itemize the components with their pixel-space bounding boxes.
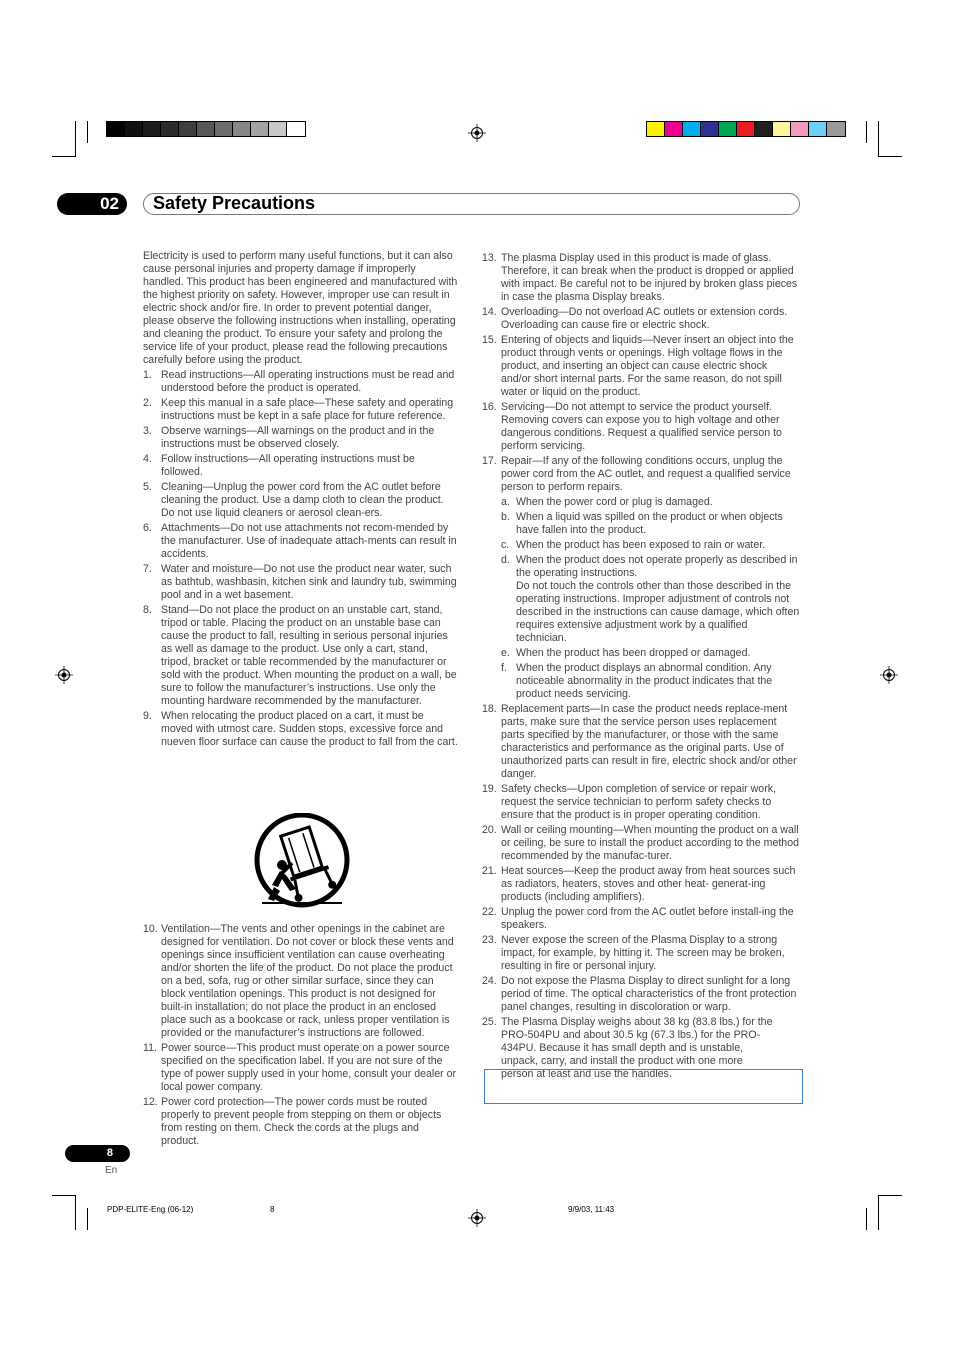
item-number: 4. [143, 453, 152, 465]
crop-mark [87, 121, 88, 143]
crop-mark [878, 156, 902, 157]
item-number: 25. [482, 1016, 497, 1028]
item-text: Replacement parts—In case the product needs replace-ment parts, make sure that the service person uses replacement parts specified by the manufacturer, or those with the same characteristics and performance as the original parts. Use of unauthorized parts can result in fire, electric shock and/or other danger. [501, 703, 797, 780]
item-text: Repair—If any of the following conditions occurs, unplug the power cord from the AC outlet, and request a qualified service person to perform repairs. [501, 455, 791, 493]
list-item [482, 824, 800, 863]
list-item [482, 401, 800, 453]
item-line: 434PU. Because it has small depth and is unstable, [501, 1042, 744, 1054]
list-item [143, 923, 458, 1040]
color-swatch [179, 122, 197, 136]
item-number: 13. [482, 252, 497, 264]
list-item [143, 369, 458, 395]
list-item [143, 425, 458, 451]
safety-list [482, 252, 800, 494]
list-item [482, 865, 800, 904]
item-text: Power source—This product must operate on a power source specified on the specification label. If you are not sure of the type of power supply used in your home, consult your dealer or local power company. [161, 1042, 457, 1093]
registration-mark-icon [880, 666, 898, 684]
item-number: 6. [143, 522, 152, 534]
list-item [482, 334, 800, 399]
selection-highlight [484, 1069, 803, 1104]
item-text: When the power cord or plug is damaged. [516, 496, 713, 508]
safety-list [482, 703, 800, 1014]
item-text: Safety checks—Upon completion of service or repair work, request the service technician to perform safety checks to ensure that the product is in proper operating condition. [501, 783, 776, 821]
color-bar [646, 121, 846, 137]
repair-note: Do not touch the controls other than those described in the operating instructions. Improper adjustment of controls not described in the instructions can cause damage, which often requires extensive adjustment work by a qualified technician. [516, 580, 800, 644]
registration-mark-icon [468, 1209, 486, 1227]
item-text: Do not expose the Plasma Display to direct sunlight for a long period of time. The optical characteristics of the front protection panel changes, resulting in discoloration or warp. [501, 975, 797, 1013]
item-number: 9. [143, 710, 152, 722]
list-item [143, 1042, 458, 1094]
intro-paragraph: Electricity is used to perform many useful functions, but it can also cause personal injuries and property damage if improperly handled. This product has been engineered and manufactured with the highest priority on safety. However, improper use can result in electric shock and/or fire. In order to prevent potential danger, please observe the following instructions when installing, operating and cleaning the product. To ensure your safety and prolong the service life of your product, please read the following precautions carefully before using the product. [143, 250, 458, 366]
crop-mark [866, 121, 867, 143]
item-text: When the product has been dropped or damaged. [516, 647, 751, 659]
list-item [482, 975, 800, 1014]
list-item [143, 481, 458, 520]
list-item [482, 783, 800, 822]
list-item [143, 604, 458, 708]
sub-item [482, 496, 800, 509]
color-swatch [647, 122, 665, 136]
color-swatch [125, 122, 143, 136]
item-text: Power cord protection—The power cords must be routed properly to prevent people from stepping on them or objects from resting on them. Check the cords at the plugs and product. [161, 1096, 442, 1147]
footer-date: 9/9/03, 11:43 [568, 1205, 615, 1214]
registration-mark-icon [468, 124, 486, 142]
item-text: Wall or ceiling mounting—When mounting the product on a wall or ceiling, be sure to install the product according to the method recommended by the manufac-turer. [501, 824, 799, 862]
item-line: person at least and use the handles. [501, 1068, 672, 1080]
sub-item [482, 647, 800, 660]
safety-list [143, 369, 458, 749]
item-text: Attachments—Do not use attachments not recom-mended by the manufacturer. Use of inadequate attach-ments can result in accidents. [161, 522, 457, 560]
grayscale-bar [106, 121, 306, 137]
color-swatch [161, 122, 179, 136]
list-item [143, 1096, 458, 1148]
color-swatch [233, 122, 251, 136]
color-swatch [665, 122, 683, 136]
item-text: The plasma Display used in this product is made of glass. Therefore, it can break when the product is dropped or applied with impact. Be careful not to be injured by broken glass pieces in case the plasma Display breaks. [501, 252, 798, 303]
color-swatch [737, 122, 755, 136]
color-swatch [251, 122, 269, 136]
color-swatch [197, 122, 215, 136]
item-text: Cleaning—Unplug the power cord from the AC outlet before cleaning the product. Use a damp cloth to clean the product. Do not use liquid cleaners or aerosol clean-ers. [161, 481, 444, 519]
list-item [482, 703, 800, 781]
item-text: When a liquid was spilled on the product or when objects have fallen into the product. [516, 511, 783, 536]
item-number: 11. [143, 1042, 157, 1054]
item-text: Ventilation—The vents and other openings in the cabinet are designed for ventilation. Do not cover or block these vents and openings since insufficient ventilation can cause overheating and/or shorten the life of the product. Do not place the product on a bed, sofa, rug or other similar surface, since they can block ventilation openings. This product is not designed for built-in installation; do not place the product in an enclosed place such as a bookcase or rack, unless proper ventilation is provided or the manufacturer’s instructions are followed. [161, 923, 454, 1039]
item-text: Stand—Do not place the product on an unstable cart, stand, tripod or table. Placing the product on an unstable base can cause the product to fall, resulting in serious personal injuries as well as damage to the product. Use only a cart, stand, tripod, bracket or table recommended by the manufacturer or sold with the product. When mounting the product on a wall, be sure to follow the manufacturer’s instructions. Use only the mounting hardware recommended by the manufacturer. [161, 604, 457, 707]
item-number: b. [501, 511, 510, 523]
item-number: 1. [143, 369, 152, 381]
list-item [482, 934, 800, 973]
color-swatch [107, 122, 125, 136]
item-text: Keep this manual in a safe place—These safety and operating instructions must be kept in a safe place for future reference. [161, 397, 454, 422]
item-number: e. [501, 647, 510, 659]
sub-item [482, 662, 800, 701]
list-item [143, 397, 458, 423]
left-column-top [143, 250, 458, 749]
item-text: Overloading—Do not overload AC outlets or extension cords. Overloading can cause fire or electric shock. [501, 306, 788, 331]
item-number: 10. [143, 923, 158, 935]
item-number: f. [501, 662, 507, 674]
item-number: c. [501, 539, 510, 551]
item-number: 12. [143, 1096, 158, 1108]
color-swatch [773, 122, 791, 136]
color-swatch [791, 122, 809, 136]
footer-page: 8 [270, 1205, 275, 1214]
list-item [482, 252, 800, 304]
list-item [482, 906, 800, 932]
item-number: 7. [143, 563, 152, 575]
item-text: Heat sources—Keep the product away from heat sources such as radiators, heaters, stoves and other heat- generat-ing products (including amplifiers). [501, 865, 796, 903]
item-text: Read instructions—All operating instructions must be read and understood before the product is operated. [161, 369, 455, 394]
sub-item [482, 539, 800, 552]
item-number: 22. [482, 906, 497, 918]
item-text: Entering of objects and liquids—Never insert an object into the product through vents or openings. High voltage flows in the product, and inserting an object can cause electric shock and/or short internal parts. For the same reason, do not spill water or liquid on the product. [501, 334, 794, 398]
item-number: 19. [482, 783, 497, 795]
item-number: 18. [482, 703, 497, 715]
crop-mark [878, 121, 879, 156]
list-item [143, 710, 458, 749]
list-item [482, 455, 800, 494]
item-text: When the product has been exposed to rain or water. [516, 539, 766, 551]
item-text: Water and moisture—Do not use the product near water, such as bathtub, washbasin, kitchen sink and laundry tub, swimming pool and in a wet basement. [161, 563, 457, 601]
item-number: 15. [482, 334, 497, 346]
sub-item [482, 554, 800, 580]
color-swatch [827, 122, 845, 136]
item-text: Follow instructions—All operating instructions must be followed. [161, 453, 415, 478]
item-number: 24. [482, 975, 497, 987]
left-column-bottom [143, 921, 458, 1148]
page-title: Safety Precautions [153, 193, 316, 213]
item-text: Servicing—Do not attempt to service the product yourself. Removing covers can expose you to high voltage and other dangerous conditions. Request a qualified service person to perform servicing. [501, 401, 782, 452]
item-text: Never expose the screen of the Plasma Display to a strong impact, for example, by hitting it. The screen may be broken, resulting in fire or personal injury. [501, 934, 785, 972]
item-number: 21. [482, 865, 497, 877]
chapter-number: 02 [57, 193, 127, 215]
item-number: a. [501, 496, 510, 508]
list-item [143, 563, 458, 602]
page-number: 8 [65, 1145, 130, 1162]
list-item [143, 522, 458, 561]
crop-mark [866, 1208, 867, 1230]
item-number: 2. [143, 397, 152, 409]
color-swatch [143, 122, 161, 136]
crop-mark [75, 121, 76, 156]
item-number: 3. [143, 425, 152, 437]
item-number: 5. [143, 481, 152, 493]
crop-mark [87, 1208, 88, 1230]
footer-filename: PDP-ELITE-Eng (06-12) [107, 1205, 194, 1214]
item-number: 8. [143, 604, 152, 616]
repair-conditions [482, 496, 800, 580]
item-number: 17. [482, 455, 497, 467]
color-swatch [287, 122, 305, 136]
right-column [482, 250, 800, 1081]
item-text: When the product does not operate properly as described in the operating instructions. [516, 554, 798, 579]
item-number: 14. [482, 306, 497, 318]
item-line: unpack, carry, and install the product with one more [501, 1055, 743, 1067]
list-item [143, 453, 458, 479]
item-text: When the product displays an abnormal condition. Any noticeable abnormality in the product indicates that the product needs servicing. [516, 662, 773, 700]
color-swatch [683, 122, 701, 136]
item-number: 20. [482, 824, 497, 836]
item-text: Observe warnings—All warnings on the product and in the instructions must be observed closely. [161, 425, 435, 450]
color-swatch [269, 122, 287, 136]
color-swatch [701, 122, 719, 136]
color-swatch [809, 122, 827, 136]
sub-item [482, 511, 800, 537]
language-code: En [105, 1165, 118, 1176]
color-swatch [215, 122, 233, 136]
repair-conditions [482, 647, 800, 701]
color-swatch [755, 122, 773, 136]
list-item [482, 306, 800, 332]
crop-mark [878, 1195, 879, 1230]
crop-mark [75, 1195, 76, 1230]
cart-tip-over-warning-icon [252, 813, 352, 909]
item-line: The Plasma Display weighs about 38 kg (83.8 lbs.) for the [501, 1016, 773, 1028]
item-number: d. [501, 554, 510, 566]
color-swatch [719, 122, 737, 136]
item-number: 23. [482, 934, 497, 946]
item-number: 16. [482, 401, 497, 413]
item-text: When relocating the product placed on a cart, it must be moved with utmost care. Sudden stops, excessive force and nueven floor surface can cause the product to fall from the cart. [161, 710, 458, 748]
crop-mark [878, 1195, 902, 1196]
registration-mark-icon [55, 666, 73, 684]
crop-mark [52, 1195, 76, 1196]
crop-mark [52, 156, 76, 157]
item-text: Unplug the power cord from the AC outlet before install-ing the speakers. [501, 906, 794, 931]
item-line: PRO-504PU and about 30.5 kg (67.3 lbs.) for the PRO- [501, 1029, 761, 1041]
